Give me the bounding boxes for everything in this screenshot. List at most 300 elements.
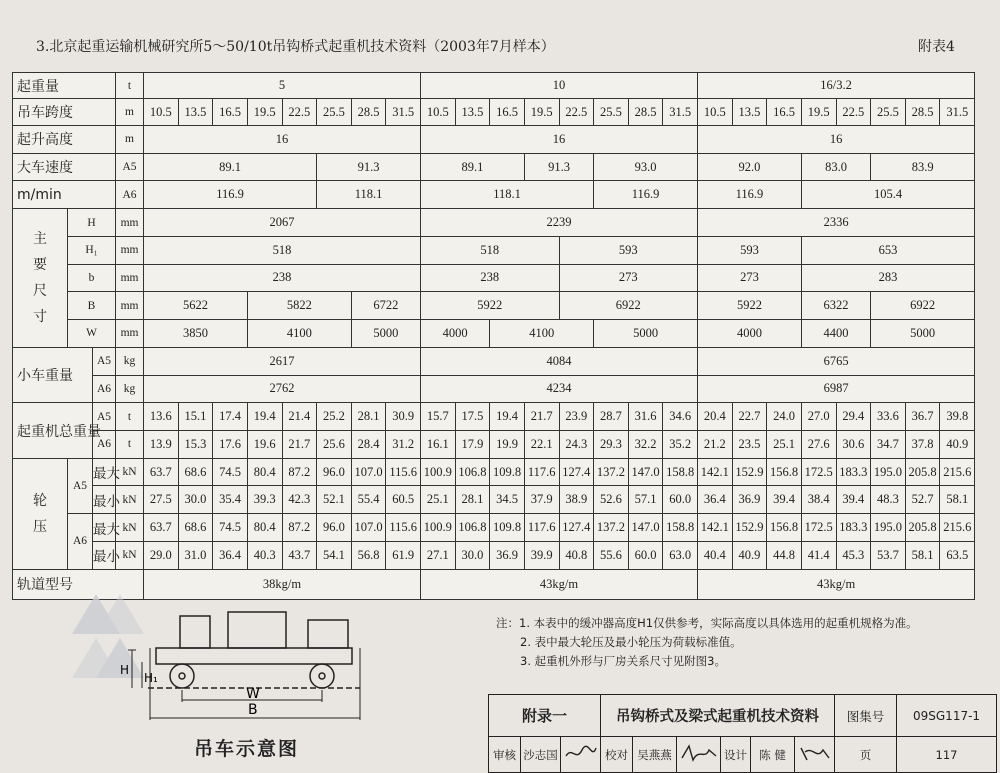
wheel-a6-min-cell: 45.3: [836, 541, 871, 569]
speed-a5-cell: 83.9: [871, 153, 975, 181]
wheel-a5-max-cell: 68.6: [178, 458, 213, 486]
wheel-a6-min-cell: 53.7: [871, 541, 906, 569]
wheel-a5-max-cell: 127.4: [559, 458, 594, 486]
dim-bb-cell: 5922: [421, 292, 560, 320]
dim-w-cell: 4100: [247, 320, 351, 348]
dim-h-cell: 2336: [698, 209, 975, 237]
span-cell: 22.5: [282, 99, 317, 125]
dim-w-cell: 5000: [594, 320, 698, 348]
rail-cell: 43kg/m: [421, 569, 698, 599]
total-a5-cell: 15.1: [178, 403, 213, 431]
rail-cell: 43kg/m: [698, 569, 975, 599]
label-mm: mm: [116, 236, 144, 264]
speed-a5-cell: 91.3: [317, 153, 421, 181]
span-cell: 19.5: [524, 99, 559, 125]
title-block: [488, 694, 997, 773]
wheel-a6-min-cell: 44.8: [767, 541, 802, 569]
trolley-a5-cell: 2617: [144, 347, 421, 375]
lift-height-cell: 16: [698, 125, 975, 153]
wheel-a5-min-cell: 25.1: [421, 486, 456, 514]
tb-title: 吊钩桥式及梁式起重机技术资料: [601, 695, 835, 737]
trolley-a5-cell: 4084: [421, 347, 698, 375]
total-a5-cell: 28.1: [351, 403, 386, 431]
wheel-a6-min-cell: 56.8: [351, 541, 386, 569]
wheel-a6-max-cell: 87.2: [282, 514, 317, 542]
label-a5: A5: [68, 458, 93, 513]
label-kg: kg: [116, 347, 144, 375]
wheel-a6-min-cell: 41.4: [801, 541, 836, 569]
dim-bb-cell: 6322: [801, 292, 870, 320]
total-a6-cell: 17.6: [213, 431, 248, 459]
wheel-a5-max-cell: 172.5: [801, 458, 836, 486]
dim-bb-cell: 5822: [247, 292, 351, 320]
wheel-a6-min-cell: 58.1: [905, 541, 940, 569]
tb-appendix: 附录一: [489, 695, 601, 737]
total-a6-cell: 24.3: [559, 431, 594, 459]
span-cell: 28.5: [351, 99, 386, 125]
wheel-a5-max-cell: 96.0: [317, 458, 352, 486]
note-2: 2. 表中最大轮压及最小轮压为荷载标准值。: [520, 635, 742, 649]
wheel-a6-max-cell: 205.8: [905, 514, 940, 542]
table-row: [13, 486, 975, 514]
wheel-a6-min-cell: 31.0: [178, 541, 213, 569]
capacity-cell: 16/3.2: [698, 73, 975, 99]
wheel-a5-max-cell: 107.0: [351, 458, 386, 486]
label-a6: A6: [68, 514, 93, 569]
speed-a6-cell: 116.9: [144, 181, 317, 209]
tb-design-label: 设计: [721, 737, 751, 773]
wheel-a5-min-cell: 27.5: [144, 486, 179, 514]
label-capacity_unit: t: [116, 73, 144, 99]
tb-check-label: 校对: [601, 737, 633, 773]
wheel-a6-min-cell: 30.0: [455, 541, 490, 569]
wheel-a6-max-cell: 137.2: [594, 514, 629, 542]
label-H: H: [68, 209, 116, 237]
wheel-a6-min-cell: 40.3: [247, 541, 282, 569]
label-kg: kg: [116, 375, 144, 403]
wheel-a6-max-cell: 152.9: [732, 514, 767, 542]
wheel-a5-min-cell: 48.3: [871, 486, 906, 514]
dim-h1-cell: 593: [559, 236, 698, 264]
table-row: [13, 541, 975, 569]
label-kN: kN: [116, 514, 144, 542]
label-height: 起升高度: [13, 125, 116, 153]
wheel-a5-max-cell: 137.2: [594, 458, 629, 486]
total-a5-cell: 24.0: [767, 403, 802, 431]
wheel-a5-max-cell: 158.8: [663, 458, 698, 486]
speed-a5-cell: 91.3: [524, 153, 593, 181]
tb-page-no: 117: [897, 737, 997, 773]
speed-a5-cell: 92.0: [698, 153, 802, 181]
sketch-label-h: H: [120, 663, 130, 677]
total-a5-cell: 22.7: [732, 403, 767, 431]
total-a5-cell: 21.4: [282, 403, 317, 431]
span-cell: 22.5: [836, 99, 871, 125]
wheel-a6-min-cell: 39.9: [524, 541, 559, 569]
wheel-a6-min-cell: 63.5: [940, 541, 975, 569]
label-A6: A6: [116, 181, 144, 209]
wheel-a5-min-cell: 39.4: [836, 486, 871, 514]
wheel-a6-max-cell: 96.0: [317, 514, 352, 542]
total-a5-cell: 29.4: [836, 403, 871, 431]
table-row: [13, 153, 975, 181]
label-A6: A6: [93, 375, 116, 403]
wheel-a5-min-cell: 58.1: [940, 486, 975, 514]
table-row: [13, 236, 975, 264]
label-span_unit: m: [116, 99, 144, 125]
wheel-a5-min-cell: 60.0: [663, 486, 698, 514]
label-speed_unit: m/min: [13, 181, 116, 209]
dim-w-cell: 4100: [490, 320, 594, 348]
table-row: [13, 209, 975, 237]
wheel-a5-max-cell: 80.4: [247, 458, 282, 486]
total-a6-cell: 30.6: [836, 431, 871, 459]
label-kN: kN: [116, 458, 144, 486]
speed-a6-cell: 118.1: [317, 181, 421, 209]
table-row: [13, 458, 975, 486]
wheel-a6-max-cell: 172.5: [801, 514, 836, 542]
label-capacity: 起重量: [13, 73, 116, 99]
label-mm: mm: [116, 264, 144, 292]
span-cell: 31.5: [663, 99, 698, 125]
total-a6-cell: 19.6: [247, 431, 282, 459]
span-cell: 25.5: [871, 99, 906, 125]
sketch-label-w: W: [246, 686, 260, 702]
total-a6-cell: 27.6: [801, 431, 836, 459]
span-cell: 28.5: [628, 99, 663, 125]
wheel-a5-min-cell: 34.5: [490, 486, 525, 514]
wheel-a6-max-cell: 215.6: [940, 514, 975, 542]
sketch-caption: 吊车示意图: [194, 738, 300, 760]
dim-b-cell: 283: [801, 264, 974, 292]
capacity-cell: 10: [421, 73, 698, 99]
wheel-a6-max-cell: 127.4: [559, 514, 594, 542]
dim-bb-cell: 6722: [351, 292, 420, 320]
table-row: [13, 125, 975, 153]
wheel-a6-max-cell: 195.0: [871, 514, 906, 542]
span-cell: 28.5: [905, 99, 940, 125]
total-a5-cell: 17.4: [213, 403, 248, 431]
wheel-a6-max-cell: 63.7: [144, 514, 179, 542]
span-cell: 16.5: [213, 99, 248, 125]
tb-atlas-label: 图集号: [835, 695, 897, 737]
dim-bb-cell: 6922: [559, 292, 698, 320]
notes: [496, 614, 918, 671]
total-a6-cell: 40.9: [940, 431, 975, 459]
wheel-a5-max-cell: 109.8: [490, 458, 525, 486]
table-row: [13, 514, 975, 542]
wheel-a6-max-cell: 156.8: [767, 514, 802, 542]
wheel-a5-min-cell: 28.1: [455, 486, 490, 514]
total-a5-cell: 21.7: [524, 403, 559, 431]
tb-design-name: 陈 健: [751, 737, 795, 773]
dim-b-cell: 273: [698, 264, 802, 292]
total-a6-cell: 35.2: [663, 431, 698, 459]
wheel-a6-min-cell: 40.8: [559, 541, 594, 569]
trolley-a6-cell: 6987: [698, 375, 975, 403]
total-a5-cell: 25.2: [317, 403, 352, 431]
speed-a5-cell: 89.1: [421, 153, 525, 181]
total-a6-cell: 16.1: [421, 431, 456, 459]
wheel-a5-max-cell: 156.8: [767, 458, 802, 486]
table-number: 附表4: [918, 39, 955, 55]
table-row: [13, 375, 975, 403]
total-a5-cell: 23.9: [559, 403, 594, 431]
tb-review-name: 沙志国: [521, 737, 561, 773]
wheel-a6-max-cell: 183.3: [836, 514, 871, 542]
tb-check-name: 吴燕燕: [633, 737, 677, 773]
wheel-a5-max-cell: 195.0: [871, 458, 906, 486]
wheel-a5-min-cell: 36.4: [698, 486, 733, 514]
label-min: 最小: [93, 486, 116, 514]
wheel-a5-min-cell: 52.6: [594, 486, 629, 514]
dim-b-cell: 238: [421, 264, 560, 292]
total-a5-cell: 13.6: [144, 403, 179, 431]
speed-a6-cell: 116.9: [698, 181, 802, 209]
span-cell: 16.5: [767, 99, 802, 125]
span-cell: 10.5: [421, 99, 456, 125]
wheel-a6-max-cell: 109.8: [490, 514, 525, 542]
dim-w-cell: 3850: [144, 320, 248, 348]
span-cell: 13.5: [732, 99, 767, 125]
total-a5-cell: 19.4: [247, 403, 282, 431]
total-a6-cell: 34.7: [871, 431, 906, 459]
wheel-a6-max-cell: 147.0: [628, 514, 663, 542]
wheel-a6-min-cell: 40.9: [732, 541, 767, 569]
wheel-a5-min-cell: 38.4: [801, 486, 836, 514]
speed-a6-cell: 116.9: [594, 181, 698, 209]
wheel-a6-min-cell: 36.4: [213, 541, 248, 569]
wheel-a5-max-cell: 147.0: [628, 458, 663, 486]
wheel-a5-max-cell: 74.5: [213, 458, 248, 486]
note-1: 注：1. 本表中的缓冲器高度H1仅供参考，实际高度以具体选用的起重机规格为准。: [496, 616, 918, 630]
wheel-a6-max-cell: 158.8: [663, 514, 698, 542]
label-mm: mm: [116, 292, 144, 320]
label-wheel-pressure: 轮压: [13, 458, 68, 569]
label-b: b: [68, 264, 116, 292]
tb-page-label: 页: [835, 737, 897, 773]
label-kN: kN: [116, 486, 144, 514]
tb-atlas-no: 09SG117-1: [897, 695, 997, 737]
capacity-cell: 5: [144, 73, 421, 99]
wheel-a5-min-cell: 52.1: [317, 486, 352, 514]
dim-bb-cell: 5922: [698, 292, 802, 320]
label-max: 最大: [93, 514, 116, 542]
dim-w-cell: 5000: [871, 320, 975, 348]
label-span: 吊车跨度: [13, 99, 116, 125]
wheel-a6-min-cell: 36.9: [490, 541, 525, 569]
wheel-a5-max-cell: 183.3: [836, 458, 871, 486]
total-a6-cell: 19.9: [490, 431, 525, 459]
span-cell: 10.5: [144, 99, 179, 125]
dim-w-cell: 4400: [801, 320, 870, 348]
total-a6-cell: 13.9: [144, 431, 179, 459]
label-speed: 大车速度: [13, 153, 116, 181]
speed-a6-cell: 105.4: [801, 181, 974, 209]
label-H1: H₁: [68, 236, 116, 264]
speed-a5-cell: 83.0: [801, 153, 870, 181]
speed-a5-cell: 89.1: [144, 153, 317, 181]
label-mm: mm: [116, 209, 144, 237]
label-kN: kN: [116, 541, 144, 569]
total-a5-cell: 19.4: [490, 403, 525, 431]
wheel-a6-max-cell: 80.4: [247, 514, 282, 542]
table-row: [13, 99, 975, 125]
span-cell: 19.5: [247, 99, 282, 125]
label-rail: 轨道型号: [13, 569, 144, 599]
tb-review-signature: [561, 737, 601, 773]
wheel-a5-max-cell: 117.6: [524, 458, 559, 486]
wheel-a6-max-cell: 106.8: [455, 514, 490, 542]
table-row: [13, 292, 975, 320]
table-row: [13, 320, 975, 348]
label-max: 最大: [93, 458, 116, 486]
note-3: 3. 起重机外形与厂房关系尺寸见附图3。: [520, 654, 726, 668]
label-W: W: [68, 320, 116, 348]
wheel-a5-min-cell: 55.4: [351, 486, 386, 514]
speed-a6-cell: 118.1: [421, 181, 594, 209]
total-a5-cell: 20.4: [698, 403, 733, 431]
total-a5-cell: 15.7: [421, 403, 456, 431]
total-a6-cell: 21.2: [698, 431, 733, 459]
wheel-a6-max-cell: 107.0: [351, 514, 386, 542]
rail-cell: 38kg/m: [144, 569, 421, 599]
span-cell: 13.5: [455, 99, 490, 125]
total-a6-cell: 29.3: [594, 431, 629, 459]
total-a6-cell: 15.3: [178, 431, 213, 459]
dim-w-cell: 4000: [698, 320, 802, 348]
total-a6-cell: 37.8: [905, 431, 940, 459]
wheel-a5-min-cell: 30.0: [178, 486, 213, 514]
wheel-a6-min-cell: 43.7: [282, 541, 317, 569]
total-a5-cell: 17.5: [455, 403, 490, 431]
wheel-a5-max-cell: 205.8: [905, 458, 940, 486]
table-row: [13, 264, 975, 292]
wheel-a5-min-cell: 39.3: [247, 486, 282, 514]
wheel-a6-min-cell: 27.1: [421, 541, 456, 569]
dim-h1-cell: 518: [421, 236, 560, 264]
wheel-a6-max-cell: 142.1: [698, 514, 733, 542]
wheel-a5-max-cell: 115.6: [386, 458, 421, 486]
total-a5-cell: 28.7: [594, 403, 629, 431]
dim-h1-cell: 518: [144, 236, 421, 264]
span-cell: 19.5: [801, 99, 836, 125]
total-a6-cell: 32.2: [628, 431, 663, 459]
total-a6-cell: 28.4: [351, 431, 386, 459]
span-cell: 31.5: [386, 99, 421, 125]
wheel-a6-min-cell: 63.0: [663, 541, 698, 569]
wheel-a6-max-cell: 115.6: [386, 514, 421, 542]
label-A5: A5: [93, 403, 116, 431]
wheel-a5-max-cell: 142.1: [698, 458, 733, 486]
dim-bb-cell: 5622: [144, 292, 248, 320]
dim-h1-cell: 653: [801, 236, 974, 264]
span-cell: 16.5: [490, 99, 525, 125]
total-a5-cell: 33.6: [871, 403, 906, 431]
wheel-a5-max-cell: 106.8: [455, 458, 490, 486]
total-a5-cell: 31.6: [628, 403, 663, 431]
label-mm: mm: [116, 320, 144, 348]
span-cell: 13.5: [178, 99, 213, 125]
wheel-a5-max-cell: 87.2: [282, 458, 317, 486]
span-cell: 31.5: [940, 99, 975, 125]
label-total-weight: 起重机总重量: [13, 403, 93, 458]
speed-a5-cell: 93.0: [594, 153, 698, 181]
span-cell: 25.5: [594, 99, 629, 125]
wheel-a6-min-cell: 40.4: [698, 541, 733, 569]
total-a6-cell: 23.5: [732, 431, 767, 459]
label-dim-group: 主要尺寸: [13, 209, 68, 348]
label-A5: A5: [93, 347, 116, 375]
dim-b-cell: 273: [559, 264, 698, 292]
sketch-label-b: B: [248, 702, 258, 718]
trolley-a6-cell: 2762: [144, 375, 421, 403]
crane-spec-table: [12, 72, 975, 600]
dim-b-cell: 238: [144, 264, 421, 292]
lift-height-cell: 16: [421, 125, 698, 153]
wheel-a5-min-cell: 39.4: [767, 486, 802, 514]
dim-h-cell: 2239: [421, 209, 698, 237]
wheel-a5-min-cell: 42.3: [282, 486, 317, 514]
label-B: B: [68, 292, 116, 320]
wheel-a6-min-cell: 55.6: [594, 541, 629, 569]
total-a5-cell: 30.9: [386, 403, 421, 431]
table-row: [13, 73, 975, 99]
total-a6-cell: 25.1: [767, 431, 802, 459]
trolley-a6-cell: 4234: [421, 375, 698, 403]
total-a5-cell: 39.8: [940, 403, 975, 431]
total-a5-cell: 27.0: [801, 403, 836, 431]
wheel-a5-min-cell: 37.9: [524, 486, 559, 514]
tb-design-signature: [795, 737, 835, 773]
dim-h1-cell: 593: [698, 236, 802, 264]
wheel-a6-max-cell: 117.6: [524, 514, 559, 542]
total-a6-cell: 31.2: [386, 431, 421, 459]
trolley-a5-cell: 6765: [698, 347, 975, 375]
dim-bb-cell: 6922: [871, 292, 975, 320]
span-cell: 25.5: [317, 99, 352, 125]
total-a6-cell: 22.1: [524, 431, 559, 459]
total-a6-cell: 17.9: [455, 431, 490, 459]
wheel-a5-min-cell: 57.1: [628, 486, 663, 514]
wheel-a5-min-cell: 60.5: [386, 486, 421, 514]
total-a6-cell: 21.7: [282, 431, 317, 459]
table-row: [13, 181, 975, 209]
dim-h-cell: 2067: [144, 209, 421, 237]
wheel-a5-max-cell: 100.9: [421, 458, 456, 486]
total-a5-cell: 36.7: [905, 403, 940, 431]
wheel-a6-min-cell: 54.1: [317, 541, 352, 569]
total-a5-cell: 34.6: [663, 403, 698, 431]
watermark-logo: [72, 594, 144, 678]
table-row: [13, 403, 975, 431]
wheel-a5-min-cell: 38.9: [559, 486, 594, 514]
wheel-a6-min-cell: 60.0: [628, 541, 663, 569]
tb-review-label: 审核: [489, 737, 521, 773]
wheel-a5-max-cell: 215.6: [940, 458, 975, 486]
label-min: 最小: [93, 541, 116, 569]
sketch-label-h1: H₁: [144, 671, 158, 685]
wheel-a6-min-cell: 61.9: [386, 541, 421, 569]
dim-w-cell: 5000: [351, 320, 420, 348]
document-title: 3.北京起重运输机械研究所5～50/10t吊钩桥式起重机技术资料（2003年7月样本）: [36, 39, 555, 55]
wheel-a5-min-cell: 52.7: [905, 486, 940, 514]
label-t: t: [116, 431, 144, 459]
label-t: t: [116, 403, 144, 431]
wheel-a6-max-cell: 68.6: [178, 514, 213, 542]
table-row: [13, 347, 975, 375]
wheel-a6-max-cell: 74.5: [213, 514, 248, 542]
